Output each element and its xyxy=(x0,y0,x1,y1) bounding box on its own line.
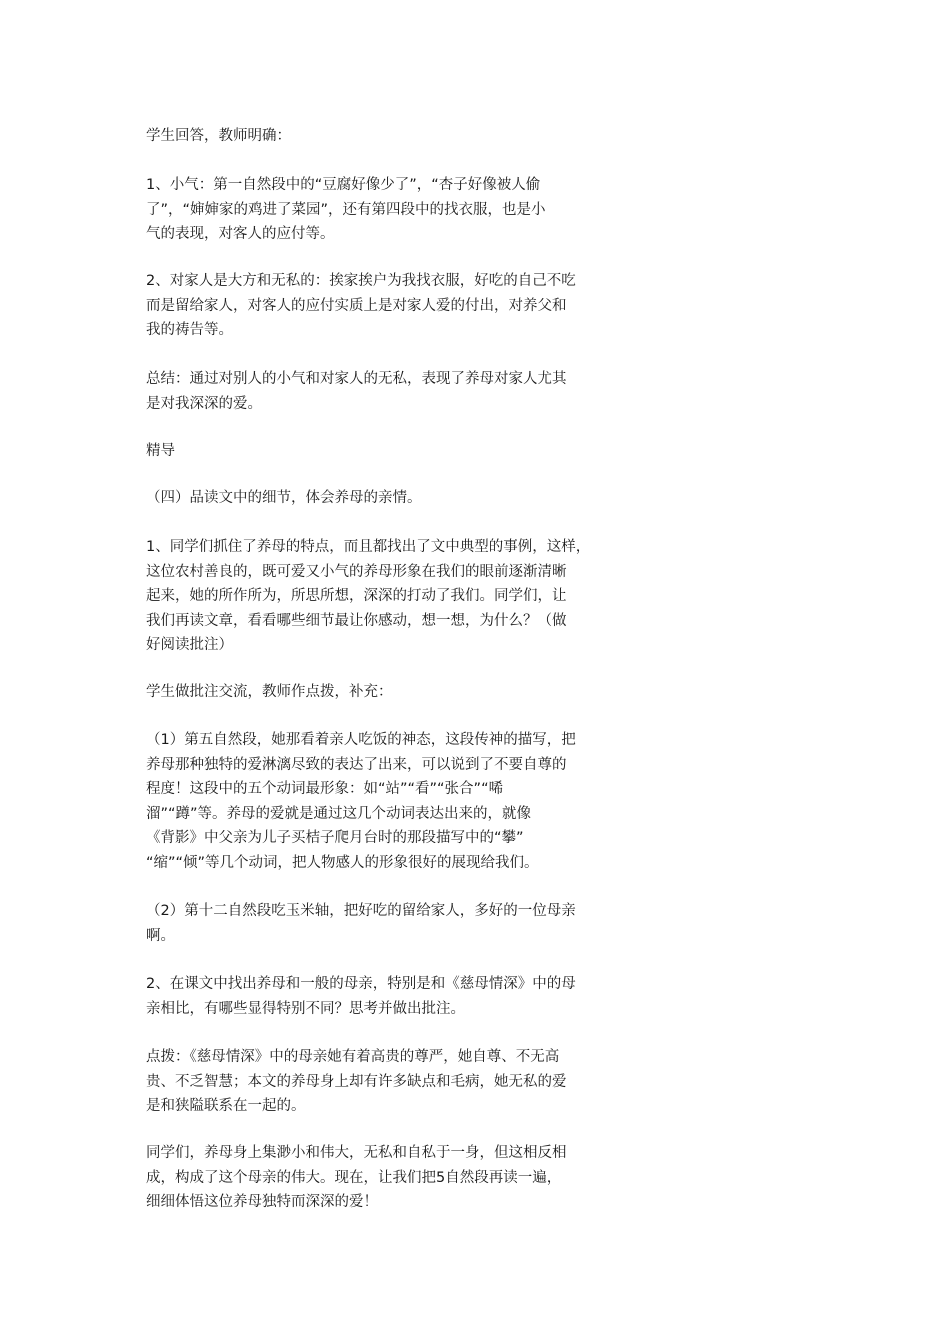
paragraph xyxy=(146,124,666,149)
text-line: 是对我深深的爱。 xyxy=(146,395,262,412)
text-line: 这位农村善良的，既可爱又小气的养母形象在我们的眼前逐渐清晰 xyxy=(146,563,567,580)
paragraph xyxy=(146,486,666,511)
paragraph xyxy=(146,439,666,464)
text-line: 学生做批注交流，教师作点拨，补充： xyxy=(146,684,393,700)
text-line: 啊。 xyxy=(146,927,175,944)
text-line: 我的祷告等。 xyxy=(146,322,233,338)
text-line: 亲相比，有哪些显得特别不同？思考并做出批注。 xyxy=(146,1000,465,1017)
text-line: 好阅读批注） xyxy=(146,637,233,653)
text-line: 我们再读文章，看看哪些细节最让你感动，想一想，为什么？（做 xyxy=(146,612,567,629)
text-line: 成，构成了这个母亲的伟大。现在，让我们把5自然段再读一遍， xyxy=(146,1169,562,1186)
text-line: （2）第十二自然段吃玉米轴，把好吃的留给家人，多好的一位母亲 xyxy=(146,903,576,919)
text-line: 点拨：《慈母情深》中的母亲她有着高贵的尊严，她自尊、不无高 xyxy=(146,1049,560,1065)
text-line: 了”，“婶婶家的鸡进了菜园”，还有第四段中的找衣服，也是小 xyxy=(146,201,546,218)
text-line: （1）第五自然段，她那看着亲人吃饭的神态，这段传神的描写，把 xyxy=(146,732,576,748)
paragraph xyxy=(146,972,666,1021)
paragraph xyxy=(146,269,666,343)
paragraph xyxy=(146,535,666,658)
paragraph xyxy=(146,1141,666,1215)
paragraph xyxy=(146,680,666,705)
text-line: （四）品读文中的细节，体会养母的亲情。 xyxy=(146,490,422,506)
text-line: 而是留给家人，对客人的应付实质上是对家人爱的付出，对养父和 xyxy=(146,297,567,314)
text-line: 1、小气：第一自然段中的“豆腐好像少了”，“杏子好像被人偷 xyxy=(146,177,541,193)
paragraph xyxy=(146,367,666,416)
text-line: 同学们，养母身上集渺小和伟大，无私和自私于一身，但这相反相 xyxy=(146,1145,567,1161)
text-line: 精导 xyxy=(146,443,175,459)
text-line: 学生回答，教师明确： xyxy=(146,128,291,144)
text-line: 程度！这段中的五个动词最形象：如“站”“看”“张合”“唏 xyxy=(146,781,504,797)
text-line: 2、对家人是大方和无私的：挨家挨户为我找衣服，好吃的自己不吃 xyxy=(146,273,576,289)
text-line: 2、在课文中找出养母和一般的母亲，特别是和《慈母情深》中的母 xyxy=(146,976,576,992)
text-line: “缩”“倾”等几个动词，把人物感人的形象很好的展现给我们。 xyxy=(146,854,539,871)
text-line: 贵、不乏智慧；本文的养母身上却有许多缺点和毛病，她无私的爱 xyxy=(146,1073,567,1090)
text-line: 《背影》中父亲为儿子买桔子爬月台时的那段描写中的“攀” xyxy=(146,830,524,846)
text-line: 气的表现，对客人的应付等。 xyxy=(146,226,335,242)
text-line: 总结：通过对别人的小气和对家人的无私，表现了养母对家人尤其 xyxy=(146,371,567,387)
paragraph xyxy=(146,1045,666,1119)
text-line: 养母那种独特的爱淋漓尽致的表达了出来，可以说到了不要自尊的 xyxy=(146,756,567,773)
text-line: 起来，她的所作所为，所思所想，深深的打动了我们。同学们，让 xyxy=(146,588,567,604)
text-line: 细细体悟这位养母独特而深深的爱！ xyxy=(146,1194,378,1210)
text-line: 是和狭隘联系在一起的。 xyxy=(146,1098,306,1114)
text-line: 1、同学们抓住了养母的特点，而且都找出了文中典型的事例，这样， xyxy=(146,539,591,555)
text-line: 溜”“蹲”等。养母的爱就是通过这几个动词表达出来的，就像 xyxy=(146,805,532,822)
paragraph xyxy=(146,728,666,875)
paragraph xyxy=(146,173,666,247)
paragraph xyxy=(146,899,666,948)
